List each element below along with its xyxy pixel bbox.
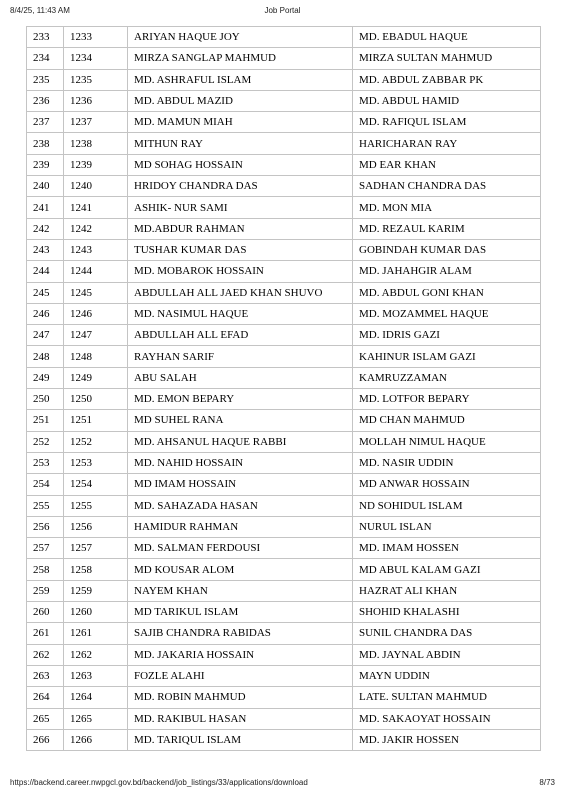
table-row [27,303,541,324]
applicant-name-cell: MD. JAKARIA HOSSAIN [128,644,353,665]
father-name-cell: MD. IMAM HOSSEN [353,538,541,559]
father-name-cell: SHOHID KHALASHI [353,602,541,623]
roll-cell: 1238 [64,133,128,154]
roll-cell: 1251 [64,410,128,431]
applicant-name-cell: HAMIDUR RAHMAN [128,516,353,537]
applicant-name-cell: MITHUN RAY [128,133,353,154]
table-row [27,325,541,346]
roll-cell: 1261 [64,623,128,644]
applicant-name-cell: MD. MAMUN MIAH [128,112,353,133]
table-row [27,154,541,175]
father-name-cell: MIRZA SULTAN MAHMUD [353,48,541,69]
applicant-name-cell: MD. ABDUL MAZID [128,90,353,111]
table-row [27,580,541,601]
applicant-name-cell: ABDULLAH ALL EFAD [128,325,353,346]
serial-cell: 244 [27,261,64,282]
roll-cell: 1266 [64,729,128,750]
applicant-name-cell: RAYHAN SARIF [128,346,353,367]
serial-cell: 240 [27,176,64,197]
serial-cell: 245 [27,282,64,303]
table-row [27,69,541,90]
serial-cell: 235 [27,69,64,90]
serial-cell: 257 [27,538,64,559]
serial-cell: 250 [27,389,64,410]
serial-cell: 263 [27,665,64,686]
table-row [27,410,541,431]
table-row [27,708,541,729]
father-name-cell: SADHAN CHANDRA DAS [353,176,541,197]
table-row [27,495,541,516]
roll-cell: 1233 [64,27,128,48]
father-name-cell: MD. RAFIQUL ISLAM [353,112,541,133]
father-name-cell: MD EAR KHAN [353,154,541,175]
applicant-name-cell: MD. NAHID HOSSAIN [128,452,353,473]
father-name-cell: MD. SAKAOYAT HOSSAIN [353,708,541,729]
serial-cell: 238 [27,133,64,154]
serial-cell: 249 [27,367,64,388]
applicant-name-cell: MD. MOBAROK HOSSAIN [128,261,353,282]
father-name-cell: MD. NASIR UDDIN [353,452,541,473]
table-row [27,474,541,495]
serial-cell: 262 [27,644,64,665]
page-title: Job Portal [264,6,301,15]
serial-cell: 260 [27,602,64,623]
roll-cell: 1237 [64,112,128,133]
roll-cell: 1262 [64,644,128,665]
father-name-cell: MD. EBADUL HAQUE [353,27,541,48]
serial-cell: 258 [27,559,64,580]
serial-cell: 261 [27,623,64,644]
father-name-cell: NURUL ISLAN [353,516,541,537]
roll-cell: 1247 [64,325,128,346]
roll-cell: 1244 [64,261,128,282]
father-name-cell: HAZRAT ALI KHAN [353,580,541,601]
father-name-cell: MD. ABDUL HAMID [353,90,541,111]
applicant-name-cell: MD. TARIQUL ISLAM [128,729,353,750]
print-timestamp: 8/4/25, 11:43 AM [10,6,70,15]
roll-cell: 1257 [64,538,128,559]
applicant-name-cell: ABDULLAH ALL JAED KHAN SHUVO [128,282,353,303]
father-name-cell: KAMRUZZAMAN [353,367,541,388]
applicant-table [26,26,541,751]
serial-cell: 254 [27,474,64,495]
roll-cell: 1252 [64,431,128,452]
serial-cell: 234 [27,48,64,69]
roll-cell: 1249 [64,367,128,388]
table-row [27,665,541,686]
page-number: 8/73 [539,778,555,787]
serial-cell: 256 [27,516,64,537]
applicant-name-cell: MD. AHSANUL HAQUE RABBI [128,431,353,452]
serial-cell: 247 [27,325,64,346]
applicant-name-cell: FOZLE ALAHI [128,665,353,686]
applicant-name-cell: MD KOUSAR ALOM [128,559,353,580]
father-name-cell: MD. MOZAMMEL HAQUE [353,303,541,324]
table-row [27,48,541,69]
applicant-name-cell: ASHIK- NUR SAMI [128,197,353,218]
table-row [27,112,541,133]
applicant-name-cell: MIRZA SANGLAP MAHMUD [128,48,353,69]
father-name-cell: HARICHARAN RAY [353,133,541,154]
serial-cell: 251 [27,410,64,431]
roll-cell: 1250 [64,389,128,410]
serial-cell: 252 [27,431,64,452]
roll-cell: 1236 [64,90,128,111]
table-row [27,431,541,452]
applicant-name-cell: HRIDOY CHANDRA DAS [128,176,353,197]
applicant-name-cell: MD IMAM HOSSAIN [128,474,353,495]
table-row [27,644,541,665]
father-name-cell: KAHINUR ISLAM GAZI [353,346,541,367]
roll-cell: 1263 [64,665,128,686]
roll-cell: 1259 [64,580,128,601]
table-row [27,176,541,197]
applicant-name-cell: MD SUHEL RANA [128,410,353,431]
serial-cell: 266 [27,729,64,750]
serial-cell: 236 [27,90,64,111]
applicant-name-cell: MD. ROBIN MAHMUD [128,687,353,708]
father-name-cell: LATE. SULTAN MAHMUD [353,687,541,708]
roll-cell: 1245 [64,282,128,303]
table-row [27,367,541,388]
serial-cell: 246 [27,303,64,324]
table-row [27,389,541,410]
applicant-name-cell: ARIYAN HAQUE JOY [128,27,353,48]
father-name-cell: MD. LOTFOR BEPARY [353,389,541,410]
applicant-name-cell: MD. RAKIBUL HASAN [128,708,353,729]
table-row [27,27,541,48]
serial-cell: 243 [27,239,64,260]
roll-cell: 1235 [64,69,128,90]
serial-cell: 233 [27,27,64,48]
roll-cell: 1253 [64,452,128,473]
applicant-name-cell: MD. NASIMUL HAQUE [128,303,353,324]
father-name-cell: MD. REZAUL KARIM [353,218,541,239]
roll-cell: 1243 [64,239,128,260]
applicant-name-cell: MD. SAHAZADA HASAN [128,495,353,516]
father-name-cell: MAYN UDDIN [353,665,541,686]
serial-cell: 242 [27,218,64,239]
father-name-cell: MD ANWAR HOSSAIN [353,474,541,495]
roll-cell: 1265 [64,708,128,729]
roll-cell: 1264 [64,687,128,708]
roll-cell: 1248 [64,346,128,367]
applicant-name-cell: ABU SALAH [128,367,353,388]
applicant-name-cell: SAJIB CHANDRA RABIDAS [128,623,353,644]
roll-cell: 1255 [64,495,128,516]
father-name-cell: MD ABUL KALAM GAZI [353,559,541,580]
page-url: https://backend.career.nwpgcl.gov.bd/backend/job_listings/33/applications/download [10,778,308,787]
table-row [27,452,541,473]
table-row [27,197,541,218]
table-row [27,516,541,537]
table-row [27,133,541,154]
applicant-name-cell: MD.ABDUR RAHMAN [128,218,353,239]
father-name-cell: MD. JAHAHGIR ALAM [353,261,541,282]
serial-cell: 248 [27,346,64,367]
roll-cell: 1239 [64,154,128,175]
father-name-cell: MD. MON MIA [353,197,541,218]
applicant-name-cell: MD SOHAG HOSSAIN [128,154,353,175]
roll-cell: 1254 [64,474,128,495]
serial-cell: 259 [27,580,64,601]
applicant-name-cell: NAYEM KHAN [128,580,353,601]
table-row [27,559,541,580]
serial-cell: 239 [27,154,64,175]
applicant-table-body [27,27,541,751]
father-name-cell: ND SOHIDUL ISLAM [353,495,541,516]
table-row [27,282,541,303]
table-row [27,623,541,644]
table-row [27,346,541,367]
father-name-cell: MD. ABDUL GONI KHAN [353,282,541,303]
father-name-cell: MOLLAH NIMUL HAQUE [353,431,541,452]
serial-cell: 241 [27,197,64,218]
table-row [27,538,541,559]
roll-cell: 1241 [64,197,128,218]
serial-cell: 253 [27,452,64,473]
applicant-name-cell: MD TARIKUL ISLAM [128,602,353,623]
roll-cell: 1256 [64,516,128,537]
table-row [27,261,541,282]
roll-cell: 1234 [64,48,128,69]
serial-cell: 237 [27,112,64,133]
table-row [27,90,541,111]
father-name-cell: SUNIL CHANDRA DAS [353,623,541,644]
father-name-cell: MD CHAN MAHMUD [353,410,541,431]
applicant-name-cell: MD. ASHRAFUL ISLAM [128,69,353,90]
applicant-name-cell: TUSHAR KUMAR DAS [128,239,353,260]
father-name-cell: GOBINDAH KUMAR DAS [353,239,541,260]
serial-cell: 265 [27,708,64,729]
applicant-name-cell: MD. EMON BEPARY [128,389,353,410]
roll-cell: 1260 [64,602,128,623]
roll-cell: 1240 [64,176,128,197]
roll-cell: 1246 [64,303,128,324]
table-row [27,218,541,239]
roll-cell: 1258 [64,559,128,580]
table-row [27,729,541,750]
table-row [27,602,541,623]
roll-cell: 1242 [64,218,128,239]
serial-cell: 264 [27,687,64,708]
father-name-cell: MD. IDRIS GAZI [353,325,541,346]
father-name-cell: MD. JAYNAL ABDIN [353,644,541,665]
father-name-cell: MD. JAKIR HOSSEN [353,729,541,750]
table-row [27,239,541,260]
father-name-cell: MD. ABDUL ZABBAR PK [353,69,541,90]
serial-cell: 255 [27,495,64,516]
applicant-name-cell: MD. SALMAN FERDOUSI [128,538,353,559]
table-row [27,687,541,708]
